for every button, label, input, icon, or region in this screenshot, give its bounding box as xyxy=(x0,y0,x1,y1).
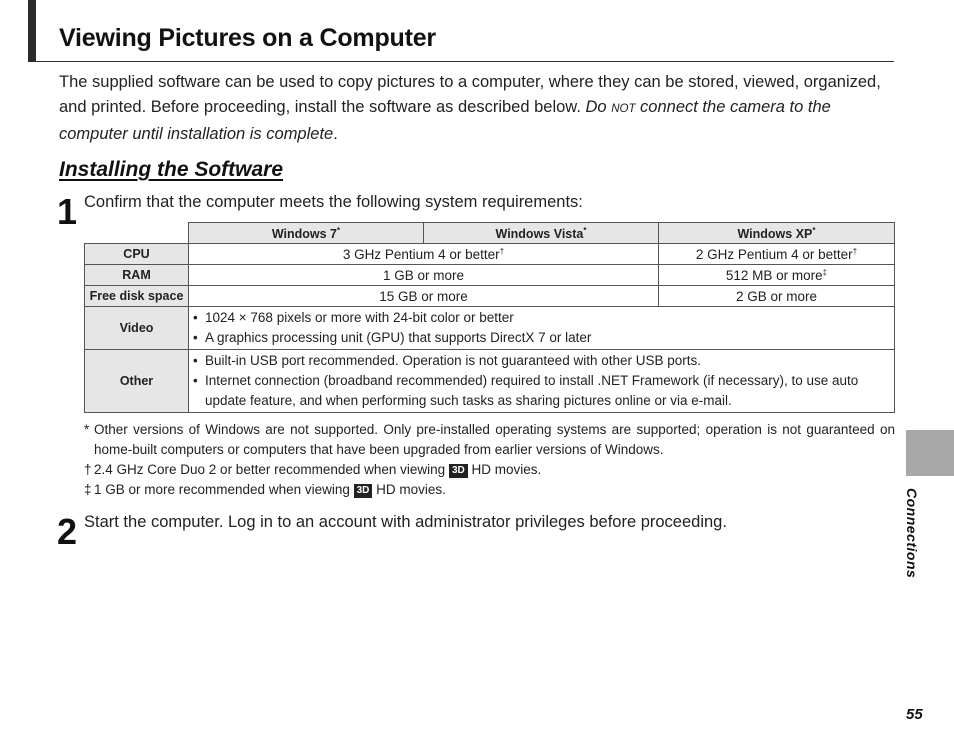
row-header-cpu: CPU xyxy=(85,244,189,265)
row-header-other: Other xyxy=(85,350,189,413)
cell-mark: ‡ xyxy=(822,267,828,277)
footnote-asterisk xyxy=(84,420,895,460)
col-label: Windows XP xyxy=(737,226,813,241)
footnote-mark: * xyxy=(84,422,90,437)
cell-mark: † xyxy=(499,246,505,256)
cell-text: 512 MB or more xyxy=(725,267,823,283)
intro-warning-rest: connect the camera to the computer until installation is complete xyxy=(59,98,831,143)
cell-video xyxy=(189,307,895,350)
cell-ram-win7-vista: 1 GB or more xyxy=(189,265,659,286)
footnotes xyxy=(84,420,895,500)
cell-mark: † xyxy=(852,246,858,256)
table-row-cpu xyxy=(85,244,895,265)
3d-icon: 3D xyxy=(449,464,468,478)
list-item-text: 1024 × 768 pixels or more with 24-bit color or better xyxy=(205,310,514,325)
step-text-2: Start the computer. Log in to an account with administrator privileges before proceeding. xyxy=(84,513,727,531)
cell-cpu-xp xyxy=(659,244,895,265)
chapter-label: Connections xyxy=(904,488,920,579)
footnote-mark: † xyxy=(84,462,92,477)
table-row-disk xyxy=(85,286,895,307)
intro-paragraph xyxy=(59,70,897,147)
step-number-1: 1 xyxy=(57,191,78,232)
intro-warning-do: Do xyxy=(585,98,607,116)
intro-text: The supplied software can be used to copy pictures to a computer, where they can be stored, viewed, organized, and printed. Before proceeding, install the software as described below. xyxy=(59,73,881,116)
table-header-row xyxy=(85,223,895,244)
page-number: 55 xyxy=(906,706,923,723)
col-mark: * xyxy=(583,225,587,235)
title-underline xyxy=(36,61,894,62)
footnote-text: Other versions of Windows are not supported. Only pre-installed operating systems are supported; operation is not guaranteed on home-built computers or computers that have been upgraded from earlier versions of Windows. xyxy=(94,422,895,457)
row-header-video: Video xyxy=(85,307,189,350)
step-text-1: Confirm that the computer meets the following system requirements: xyxy=(84,193,583,211)
footnote-text-before: 1 GB or more recommended when viewing xyxy=(94,482,354,497)
cell-disk-xp: 2 GB or more xyxy=(659,286,895,307)
col-mark: * xyxy=(812,225,816,235)
chapter-tab xyxy=(906,430,954,476)
col-label: Windows 7 xyxy=(271,226,338,241)
footnote-double-dagger xyxy=(84,480,895,500)
list-item-text: A graphics processing unit (GPU) that supports DirectX 7 or later xyxy=(205,330,592,345)
list-item xyxy=(193,308,890,328)
intro-warning-not: NOT xyxy=(611,103,636,115)
col-header-windows7 xyxy=(189,223,424,244)
list-item-text: Built-in USB port recommended. Operation is not guaranteed with other USB ports. xyxy=(205,353,701,368)
step-number-2: 2 xyxy=(57,511,78,552)
bullet: • xyxy=(193,353,198,368)
footnote-text-before: 2.4 GHz Core Duo 2 or better recommended when viewing xyxy=(94,462,449,477)
page-title: Viewing Pictures on a Computer xyxy=(59,24,436,52)
section-heading: Installing the Software xyxy=(59,158,284,181)
footnote-text-after: HD movies. xyxy=(372,482,446,497)
cell-text: 3 GHz Pentium 4 or better xyxy=(342,246,500,262)
col-label: Windows Vista xyxy=(495,226,584,241)
row-header-disk: Free disk space xyxy=(85,286,189,307)
footnote-mark: ‡ xyxy=(84,482,92,497)
col-mark: * xyxy=(337,225,341,235)
table-row-other xyxy=(85,350,895,413)
row-header-ram: RAM xyxy=(85,265,189,286)
col-header-windows-vista xyxy=(424,223,659,244)
cell-ram-xp xyxy=(659,265,895,286)
3d-icon: 3D xyxy=(354,484,373,498)
bullet: • xyxy=(193,373,198,388)
list-item xyxy=(193,351,890,371)
bullet: • xyxy=(193,310,198,325)
cell-cpu-win7-vista xyxy=(189,244,659,265)
table-row-ram xyxy=(85,265,895,286)
footnote-text xyxy=(94,460,541,480)
list-item xyxy=(193,371,890,411)
list-item xyxy=(193,328,890,348)
col-header-windows-xp xyxy=(659,223,895,244)
intro-end: . xyxy=(333,125,338,143)
footnote-text xyxy=(94,480,446,500)
system-requirements-table xyxy=(84,222,895,413)
title-accent-bar xyxy=(28,0,36,62)
table-corner xyxy=(85,223,189,244)
cell-other xyxy=(189,350,895,413)
cell-disk-win7-vista: 15 GB or more xyxy=(189,286,659,307)
cell-text: 2 GHz Pentium 4 or better xyxy=(695,246,853,262)
bullet: • xyxy=(193,330,198,345)
footnote-text-after: HD movies. xyxy=(467,462,542,477)
list-item-text: Internet connection (broadband recommended) required to install .NET Framework (if necessary), to use auto update feature, and when performing such tasks as sharing pictures online or via e-mail. xyxy=(205,373,859,408)
table-row-video xyxy=(85,307,895,350)
footnote-dagger xyxy=(84,460,895,480)
